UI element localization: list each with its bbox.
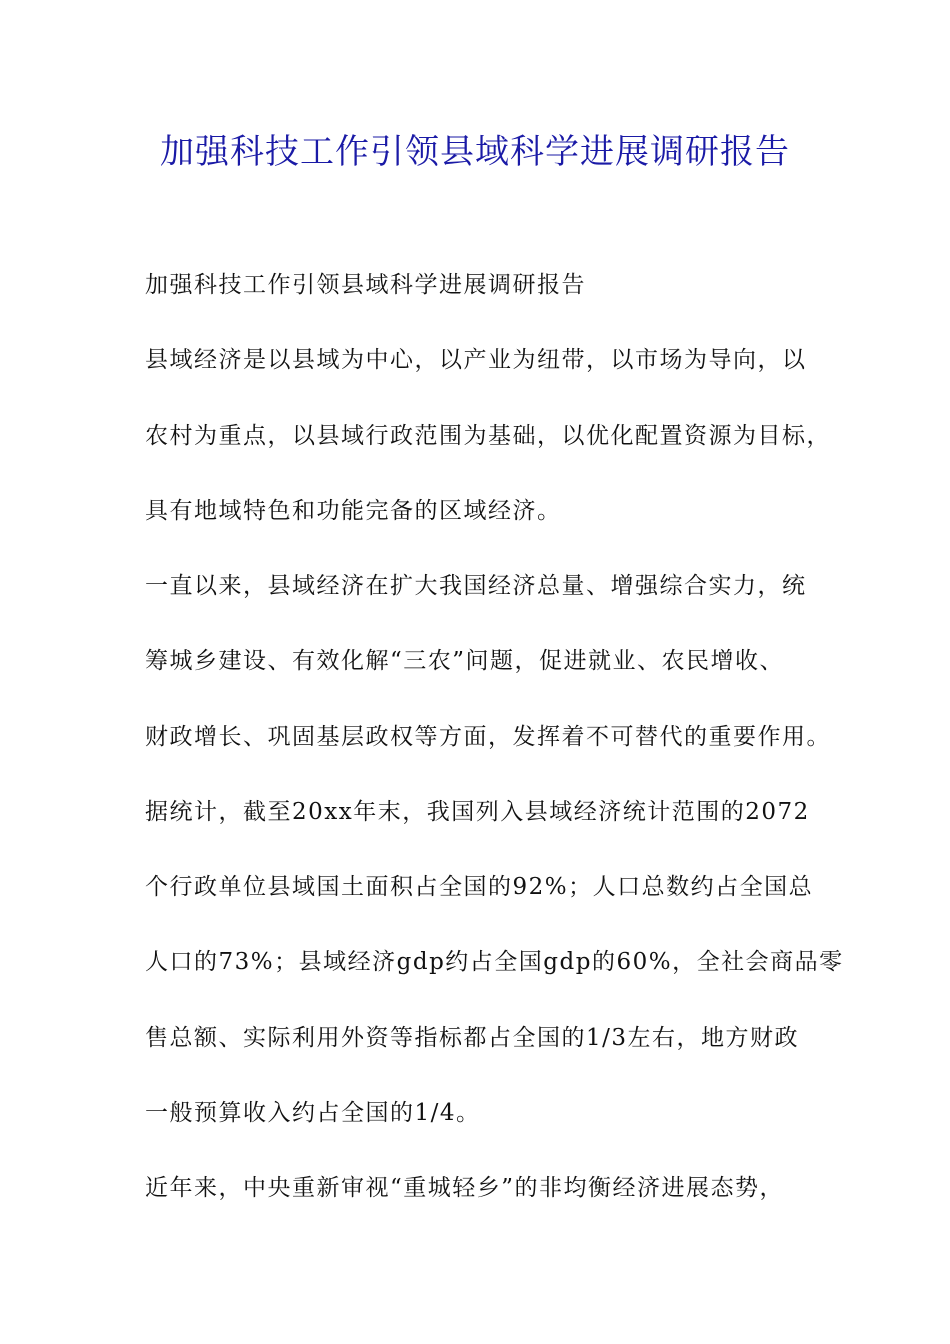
paragraph-line: 一般预算收入约占全国的1/4。: [145, 1100, 481, 1126]
document-title: 加强科技工作引领县域科学进展调研报告: [160, 132, 790, 172]
paragraph-line: 筹城乡建设、有效化解“三农”问题，促进就业、农民增收、: [145, 648, 785, 674]
paragraph-line: 据统计，截至20xx年末，我国列入县域经济统计范围的2072: [145, 799, 810, 825]
paragraph-line: 人口的73%；县域经济gdp约占全国gdp的60%，全社会商品零: [145, 949, 844, 975]
paragraph-line: 近年来，中央重新审视“重城轻乡”的非均衡经济进展态势，: [145, 1175, 785, 1201]
paragraph-line: 财政增长、巩固基层政权等方面，发挥着不可替代的重要作用。: [145, 724, 831, 750]
subtitle-line: 加强科技工作引领县域科学进展调研报告: [145, 272, 586, 298]
paragraph-line: 县域经济是以县域为中心，以产业为纽带，以市场为导向，以: [145, 347, 807, 373]
paragraph-line: 售总额、实际利用外资等指标都占全国的1/3左右，地方财政: [145, 1025, 800, 1051]
paragraph-line: 具有地域特色和功能完备的区域经济。: [145, 498, 562, 524]
paragraph-line: 个行政单位县域国土面积占全国的92%；人口总数约占全国总: [145, 874, 814, 900]
paragraph-line: 农村为重点，以县域行政范围为基础，以优化配置资源为目标，: [145, 423, 831, 449]
paragraph-line: 一直以来，县域经济在扩大我国经济总量、增强综合实力，统: [145, 573, 807, 599]
